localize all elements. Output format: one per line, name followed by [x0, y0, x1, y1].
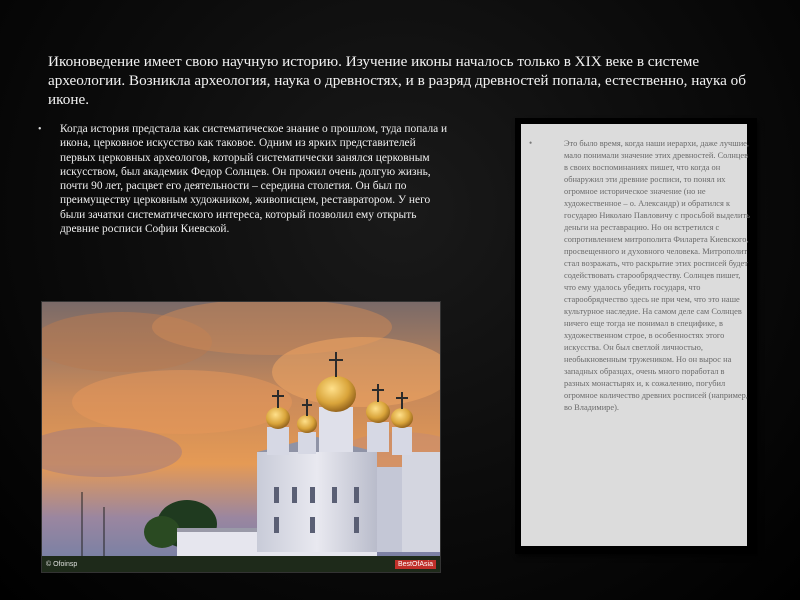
bullet-icon: •	[38, 124, 42, 135]
cathedral-illustration	[42, 302, 440, 572]
photo-credit-left: © Ofoinsp	[46, 561, 78, 568]
photo-credit-right: BestOfAsia	[395, 560, 436, 569]
right-panel-text: Это было время, когда наши иерархи, даже лучшие, мало понимали значение этих древностей. Солнцев в своих воспоминаниях пишет, что когда он обнаружил эти древние росписи, то понял их огромное историческое значение (но не художественное – о. Александр) и обратился к государю Николаю Павловичу с просьбой выделить деньги на реставрацию. Но он встретился с сопротивлением митрополита Филарета Киевского, просвещенного и духовного человека. Митрополит стал возражать, что раскрытие этих росписей будет содействовать старообрядчеству. Солнцев пишет, что ему удалось убедить государя, что старообрядчество здесь не при чем, что это наше культурное наследие. На самом деле сам Солнцев ничего еще тогда не понимал в специфике, в художественном строе, в особенностях этого искусства. Он был светлой личностью, необыкновенным тружеником. Но он вырос на западных образцах, очень много поработал в разных монастырях и, к сожалению, погубил огромное количество древних росписей (например, во Владимире).	[564, 139, 750, 412]
right-text-panel	[515, 118, 757, 554]
left-bullet-text: Когда история предстала как систематическое знание о прошлом, туда попала и икона, церковное искусство как таковое. Одним из ярких представителей первых церковных археологов, который систематически занялся церковным искусством, был академик Федор Солнцев. Он прожил очень долгую жизнь, почти 90 лет, расцвет его деятельности – середина столетия. Он был по преимуществу церковным художником, живописцем, реставратором. У него были зачатки систематического интереса, который позволил ему открыть древние росписи Софии Киевской.	[60, 123, 448, 236]
slide-title: Иконоведение имеет свою научную историю. Изучение иконы началось только в XIX веке в системе археологии. Возникла археология, наука о древностях, и в разряд древностей попала, естественно, наука об иконе.	[48, 53, 746, 108]
right-bullet-icon: •	[529, 138, 533, 148]
cathedral-photo	[41, 301, 441, 573]
left-bullet-item	[38, 122, 448, 236]
right-panel-inner	[521, 124, 750, 546]
